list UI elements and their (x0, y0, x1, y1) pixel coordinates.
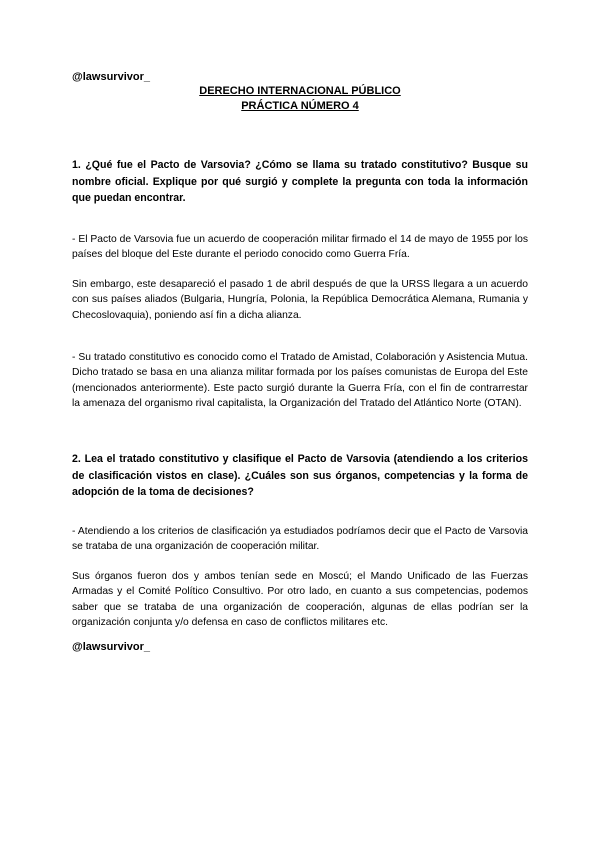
question-1: 1. ¿Qué fue el Pacto de Varsovia? ¿Cómo se llama su tratado constitutivo? Busque su nombre oficial. Explique por qué surgió y complete la pregunta con toda la información que puedan encontrar. (72, 159, 528, 204)
author-handle-top: @lawsurvivor_ (72, 71, 150, 83)
document-title: DERECHO INTERNACIONAL PÚBLICO (199, 85, 401, 97)
answer-1-paragraph-1: - El Pacto de Varsovia fue un acuerdo de cooperación militar firmado el 14 de mayo de 1955 por los países del bloque del Este durante el periodo conocido como Guerra Fría. (72, 234, 528, 261)
answer-1-paragraph-2: Sin embargo, este desapareció el pasado 1 de abril después de que la URSS llegara a un acuerdo con sus países aliados (Bulgaria, Hungría, Polonia, la República Democrática Alemana, Rumania y Checoslovaquia), poniendo así fin a dicha alianza. (72, 279, 528, 321)
answer-2-paragraph-1: - Atendiendo a los criterios de clasificación ya estudiados podríamos decir que el Pacto de Varsovia se trataba de una organización de cooperación militar. (72, 526, 528, 553)
question-2: 2. Lea el tratado constitutivo y clasifique el Pacto de Varsovia (atendiendo a los criterios de clasificación vistos en clase). ¿Cuáles son sus órganos, competencias y la forma de adopción de la toma de decisiones? (72, 453, 528, 498)
answer-2-paragraph-2: Sus órganos fueron dos y ambos tenían sede en Moscú; el Mando Unificado de las Fuerzas Armadas y el Comité Político Consultivo. Por otro lado, en cuanto a sus competencias, podemos saber que se trataba de una organización de cooperación, algunas de ellas podrían ser la organización conjunta y/o defensa en caso de conflictos militares etc. (72, 571, 528, 628)
author-handle-bottom: @lawsurvivor_ (72, 641, 150, 653)
document-subtitle: PRÁCTICA NÚMERO 4 (241, 100, 359, 112)
answer-1-paragraph-3: - Su tratado constitutivo es conocido como el Tratado de Amistad, Colaboración y Asistencia Mutua. Dicho tratado se basa en una alianza militar formada por los países comunistas de Europa del Este (mencionados anteriormente). Este pacto surgió durante la Guerra Fría, con el fin de contrarrestar la amenaza del organismo rival capitalista, la Organización del Tratado del Atlántico Norte (OTAN). (72, 352, 528, 409)
